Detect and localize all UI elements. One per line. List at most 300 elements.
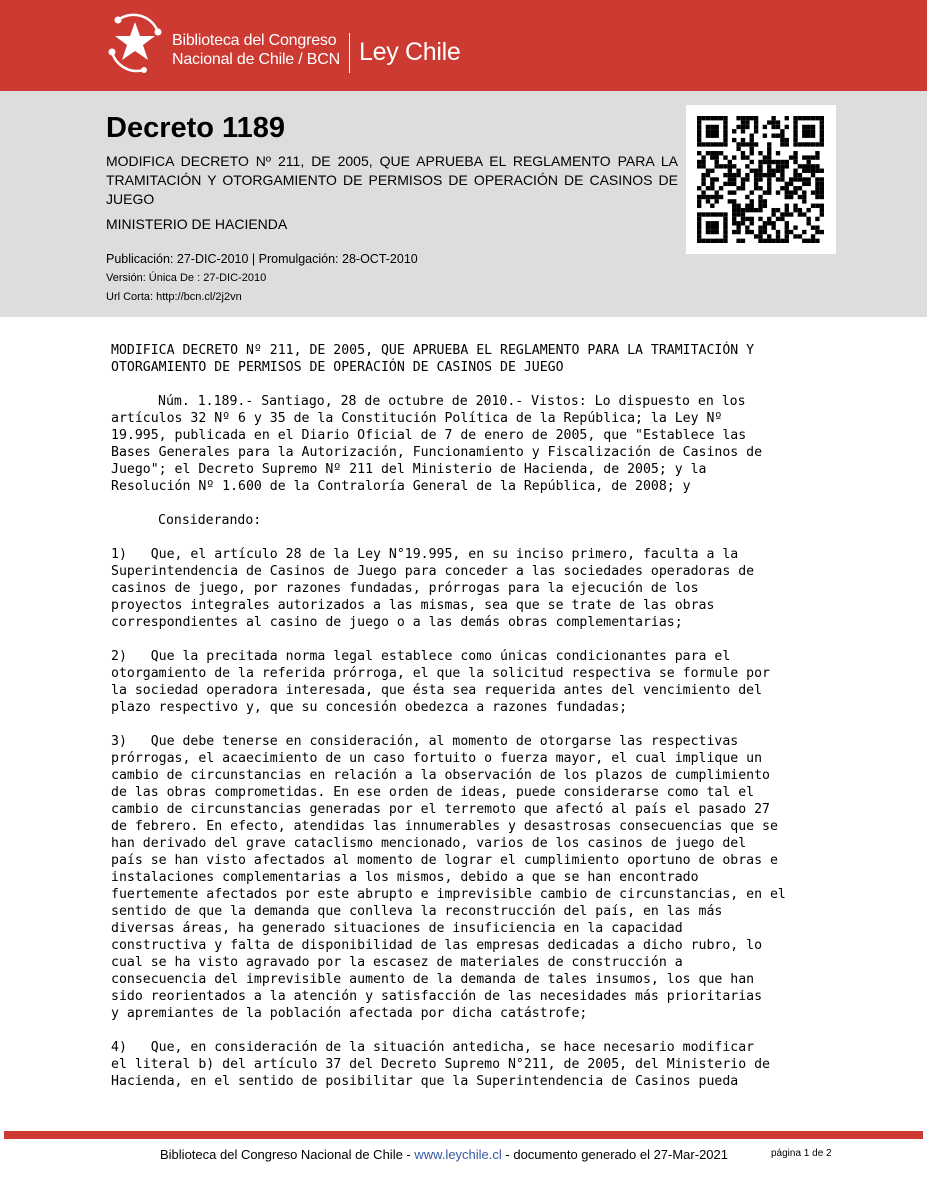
qr-module bbox=[732, 208, 736, 212]
qr-module bbox=[697, 199, 701, 203]
qr-module bbox=[793, 177, 797, 181]
qr-module bbox=[710, 129, 714, 133]
qr-module bbox=[815, 204, 819, 208]
qr-module bbox=[706, 116, 710, 120]
qr-module bbox=[706, 125, 710, 129]
qr-module bbox=[741, 138, 745, 142]
qr-module bbox=[793, 129, 797, 133]
qr-module bbox=[793, 151, 797, 155]
qr-module bbox=[715, 195, 719, 199]
qr-module bbox=[798, 195, 802, 199]
qr-module bbox=[789, 182, 793, 186]
qr-module bbox=[802, 155, 806, 159]
qr-module bbox=[811, 116, 815, 120]
text-line: 2) Que la precitada norma legal establece como únicas condicionantes para el bbox=[111, 649, 731, 664]
qr-module bbox=[697, 217, 701, 221]
vistos-line: Resolución Nº 1.600 de la Contraloría General de la República, de 2008; y bbox=[111, 479, 691, 494]
text-line: sido reorientados a la atención y satisfacción de las necesidades más prioritarias bbox=[111, 989, 763, 1004]
qr-module bbox=[750, 221, 754, 225]
text-line: casinos de juego, por razones fundadas, prórrogas para la ejecución de los bbox=[111, 581, 699, 596]
qr-module bbox=[723, 212, 727, 216]
qr-module bbox=[763, 160, 767, 164]
qr-module bbox=[802, 212, 806, 216]
qr-module bbox=[815, 225, 819, 229]
qr-module bbox=[776, 125, 780, 129]
qr-module bbox=[820, 230, 824, 234]
qr-module bbox=[741, 151, 745, 155]
ministry-name: MINISTERIO DE HACIENDA bbox=[106, 216, 288, 232]
qr-module bbox=[732, 177, 736, 181]
text-line: diversas áreas, ha generado situaciones de insuficiencia en la capacidad bbox=[111, 921, 683, 936]
qr-module bbox=[750, 151, 754, 155]
qr-module bbox=[802, 116, 806, 120]
qr-module bbox=[771, 134, 775, 138]
qr-module bbox=[736, 212, 740, 216]
qr-module bbox=[706, 239, 710, 243]
text-line: cual se ha visto agravado por la escasez de materiales de construcción a bbox=[111, 955, 683, 970]
qr-module bbox=[780, 129, 784, 133]
qr-module bbox=[736, 239, 740, 243]
qr-module bbox=[815, 186, 819, 190]
qr-module bbox=[806, 221, 810, 225]
qr-module bbox=[811, 125, 815, 129]
considerando-heading: Considerando: bbox=[158, 513, 262, 528]
qr-module bbox=[767, 186, 771, 190]
qr-module bbox=[697, 239, 701, 243]
qr-module bbox=[806, 164, 810, 168]
qr-module bbox=[771, 173, 775, 177]
qr-module bbox=[806, 155, 810, 159]
qr-module bbox=[701, 155, 705, 159]
qr-module bbox=[732, 155, 736, 159]
qr-module bbox=[798, 164, 802, 168]
qr-module bbox=[697, 138, 701, 142]
qr-module bbox=[697, 212, 701, 216]
qr-module bbox=[715, 177, 719, 181]
qr-module bbox=[785, 225, 789, 229]
qr-module bbox=[750, 190, 754, 194]
qr-module bbox=[706, 173, 710, 177]
qr-module bbox=[701, 173, 705, 177]
qr-module bbox=[806, 134, 810, 138]
qr-module bbox=[723, 129, 727, 133]
qr-module bbox=[771, 239, 775, 243]
qr-module bbox=[771, 212, 775, 216]
text-line: instalaciones complementarias a los mismos, debido a que se han encontrado bbox=[111, 870, 699, 885]
qr-module bbox=[798, 177, 802, 181]
body-heading-line: OTORGAMIENTO DE PERMISOS DE OPERACIÓN DE CASINOS DE JUEGO bbox=[111, 360, 564, 375]
qr-module bbox=[767, 151, 771, 155]
qr-module bbox=[820, 208, 824, 212]
qr-module bbox=[750, 204, 754, 208]
qr-module bbox=[811, 239, 815, 243]
qr-module bbox=[723, 142, 727, 146]
qr-module bbox=[793, 169, 797, 173]
qr-module bbox=[728, 190, 732, 194]
qr-module bbox=[723, 221, 727, 225]
qr-module bbox=[715, 134, 719, 138]
qr-module bbox=[710, 186, 714, 190]
qr-module bbox=[776, 190, 780, 194]
considerando-paragraph-4 bbox=[111, 1039, 901, 1090]
qr-module bbox=[815, 151, 819, 155]
qr-module bbox=[697, 225, 701, 229]
qr-module bbox=[806, 160, 810, 164]
qr-module bbox=[767, 239, 771, 243]
qr-module bbox=[710, 225, 714, 229]
qr-module bbox=[732, 199, 736, 203]
page-title: Decreto 1189 bbox=[106, 112, 285, 144]
qr-module bbox=[785, 208, 789, 212]
qr-module bbox=[701, 160, 705, 164]
qr-module bbox=[767, 169, 771, 173]
bcn-star-logo-icon bbox=[104, 12, 166, 74]
qr-module bbox=[785, 190, 789, 194]
qr-module bbox=[715, 151, 719, 155]
qr-module bbox=[820, 129, 824, 133]
qr-module bbox=[771, 169, 775, 173]
qr-module bbox=[697, 116, 701, 120]
qr-module bbox=[719, 151, 723, 155]
qr-module bbox=[732, 212, 736, 216]
qr-module bbox=[732, 217, 736, 221]
qr-module bbox=[802, 164, 806, 168]
qr-module bbox=[728, 173, 732, 177]
qr-module bbox=[701, 177, 705, 181]
page-number: página 1 de 2 bbox=[771, 1148, 832, 1159]
qr-module bbox=[750, 116, 754, 120]
qr-module bbox=[750, 208, 754, 212]
qr-module bbox=[798, 234, 802, 238]
qr-module bbox=[763, 173, 767, 177]
qr-module bbox=[736, 147, 740, 151]
text-line: la sociedad operadora interesada, que ésta sea requerida antes del vencimiento del bbox=[111, 683, 763, 698]
qr-module bbox=[806, 129, 810, 133]
qr-module bbox=[771, 125, 775, 129]
qr-module bbox=[750, 138, 754, 142]
qr-module bbox=[776, 217, 780, 221]
qr-module bbox=[802, 125, 806, 129]
qr-module bbox=[697, 186, 701, 190]
publication-info: Publicación: 27-DIC-2010 | Promulgación: 28-OCT-2010 bbox=[106, 252, 418, 266]
qr-module bbox=[767, 177, 771, 181]
qr-module bbox=[767, 217, 771, 221]
qr-module bbox=[732, 230, 736, 234]
qr-module bbox=[736, 116, 740, 120]
qr-module bbox=[723, 173, 727, 177]
text-line: otorgamiento de la referida prórroga, el que la solicitud respectiva se formule por bbox=[111, 666, 770, 681]
qr-module bbox=[719, 195, 723, 199]
qr-module bbox=[715, 239, 719, 243]
qr-module bbox=[710, 125, 714, 129]
qr-module bbox=[745, 230, 749, 234]
qr-module bbox=[719, 212, 723, 216]
qr-module bbox=[806, 125, 810, 129]
qr-module bbox=[715, 125, 719, 129]
qr-module bbox=[754, 234, 758, 238]
qr-module bbox=[697, 151, 701, 155]
qr-module bbox=[785, 230, 789, 234]
considerando-paragraph-2 bbox=[111, 648, 901, 716]
top-banner bbox=[0, 0, 927, 91]
qr-module bbox=[776, 151, 780, 155]
qr-module bbox=[741, 221, 745, 225]
qr-module bbox=[706, 225, 710, 229]
qr-module bbox=[706, 221, 710, 225]
qr-module bbox=[815, 182, 819, 186]
qr-module bbox=[776, 239, 780, 243]
qr-module bbox=[728, 182, 732, 186]
qr-module bbox=[754, 120, 758, 124]
qr-module bbox=[763, 239, 767, 243]
qr-module bbox=[745, 120, 749, 124]
qr-module bbox=[767, 221, 771, 225]
logo-line-1: Biblioteca del Congreso bbox=[172, 32, 337, 49]
text-line: país se han visto afectados al momento de lograr el cumplimiento oportuno de obras e bbox=[111, 853, 778, 868]
qr-module bbox=[802, 142, 806, 146]
qr-module bbox=[732, 138, 736, 142]
text-line: proyectos integrales autorizados a las mismas, sea que se trate de las obras bbox=[111, 598, 715, 613]
qr-module bbox=[754, 182, 758, 186]
qr-module bbox=[767, 160, 771, 164]
qr-module bbox=[715, 155, 719, 159]
qr-module bbox=[723, 239, 727, 243]
qr-module bbox=[815, 195, 819, 199]
qr-module bbox=[802, 177, 806, 181]
qr-module bbox=[785, 116, 789, 120]
qr-module bbox=[710, 230, 714, 234]
qr-module bbox=[706, 151, 710, 155]
qr-module bbox=[785, 239, 789, 243]
qr-module bbox=[767, 173, 771, 177]
logo-divider bbox=[349, 33, 350, 73]
qr-module bbox=[728, 177, 732, 181]
qr-module bbox=[736, 142, 740, 146]
qr-module bbox=[710, 212, 714, 216]
qr-module bbox=[732, 164, 736, 168]
qr-module bbox=[776, 164, 780, 168]
qr-module bbox=[728, 164, 732, 168]
qr-module bbox=[710, 195, 714, 199]
qr-module bbox=[701, 116, 705, 120]
leychile-link[interactable]: www.leychile.cl bbox=[414, 1147, 502, 1162]
qr-module bbox=[736, 230, 740, 234]
qr-module bbox=[710, 239, 714, 243]
vistos-line: Juego"; el Decreto Supremo Nº 211 del Ministerio de Hacienda, de 2005; y la bbox=[111, 462, 707, 477]
qr-module bbox=[780, 134, 784, 138]
qr-module bbox=[798, 116, 802, 120]
qr-module bbox=[736, 169, 740, 173]
version-info: Versión: Única De : 27-DIC-2010 bbox=[106, 272, 267, 284]
qr-module bbox=[785, 182, 789, 186]
qr-module bbox=[820, 125, 824, 129]
qr-module bbox=[741, 125, 745, 129]
qr-module bbox=[715, 129, 719, 133]
qr-module bbox=[701, 164, 705, 168]
qr-module bbox=[780, 239, 784, 243]
qr-module bbox=[736, 221, 740, 225]
qr-module bbox=[710, 155, 714, 159]
qr-module bbox=[767, 142, 771, 146]
qr-module bbox=[780, 138, 784, 142]
qr-module bbox=[745, 173, 749, 177]
qr-module bbox=[754, 116, 758, 120]
qr-module bbox=[741, 212, 745, 216]
qr-module bbox=[763, 155, 767, 159]
qr-module bbox=[811, 164, 815, 168]
qr-module bbox=[758, 199, 762, 203]
qr-module bbox=[763, 225, 767, 229]
qr-module bbox=[741, 217, 745, 221]
qr-module bbox=[723, 116, 727, 120]
qr-module bbox=[785, 125, 789, 129]
qr-module bbox=[806, 142, 810, 146]
qr-module bbox=[820, 169, 824, 173]
qr-module bbox=[763, 134, 767, 138]
qr-module bbox=[793, 160, 797, 164]
qr-module bbox=[715, 116, 719, 120]
text-line: cambio de circunstancias generadas por el terremoto que afectó al país el pasado 27 bbox=[111, 802, 770, 817]
qr-module bbox=[785, 212, 789, 216]
qr-module bbox=[715, 212, 719, 216]
qr-module bbox=[776, 177, 780, 181]
qr-module bbox=[750, 134, 754, 138]
qr-module bbox=[785, 221, 789, 225]
qr-module bbox=[815, 169, 819, 173]
qr-module bbox=[745, 142, 749, 146]
qr-module bbox=[736, 208, 740, 212]
qr-module bbox=[741, 155, 745, 159]
qr-module bbox=[701, 142, 705, 146]
qr-module bbox=[732, 204, 736, 208]
qr-module bbox=[767, 190, 771, 194]
qr-module bbox=[723, 134, 727, 138]
qr-module bbox=[719, 116, 723, 120]
qr-module bbox=[719, 142, 723, 146]
qr-module bbox=[758, 204, 762, 208]
text-line: fuertemente afectados por este abrupto e imprevisible cambio de circunstancias, en el bbox=[111, 887, 786, 902]
qr-module bbox=[811, 204, 815, 208]
qr-module bbox=[706, 134, 710, 138]
qr-module bbox=[820, 212, 824, 216]
qr-module bbox=[732, 221, 736, 225]
qr-module bbox=[750, 169, 754, 173]
qr-module bbox=[798, 142, 802, 146]
qr-module bbox=[815, 217, 819, 221]
qr-module bbox=[697, 142, 701, 146]
qr-module bbox=[758, 234, 762, 238]
qr-module bbox=[710, 142, 714, 146]
qr-module bbox=[719, 239, 723, 243]
qr-module bbox=[697, 129, 701, 133]
qr-module bbox=[785, 234, 789, 238]
qr-module bbox=[758, 186, 762, 190]
qr-module bbox=[736, 173, 740, 177]
qr-module bbox=[745, 204, 749, 208]
qr-module bbox=[745, 217, 749, 221]
qr-code-icon bbox=[697, 116, 824, 243]
text-line: Superintendencia de Casinos de Juego para conceder a las sociedades operadoras de bbox=[111, 564, 755, 579]
text-line: plazo respectivo y, que su concesión obedezca a razones fundadas; bbox=[111, 700, 628, 715]
qr-module bbox=[776, 234, 780, 238]
qr-module bbox=[763, 221, 767, 225]
qr-module bbox=[741, 116, 745, 120]
qr-module bbox=[802, 182, 806, 186]
qr-module bbox=[741, 239, 745, 243]
qr-module bbox=[793, 142, 797, 146]
qr-module bbox=[706, 142, 710, 146]
qr-module bbox=[706, 186, 710, 190]
qr-module bbox=[723, 217, 727, 221]
qr-module bbox=[802, 195, 806, 199]
qr-module bbox=[815, 164, 819, 168]
qr-code bbox=[686, 105, 836, 254]
qr-module bbox=[745, 116, 749, 120]
qr-module bbox=[715, 190, 719, 194]
qr-module bbox=[793, 116, 797, 120]
vistos-line: Bases Generales para la Autorización, Funcionamiento y Fiscalización de Casinos de bbox=[111, 445, 763, 460]
qr-module bbox=[697, 204, 701, 208]
qr-module bbox=[793, 225, 797, 229]
qr-module bbox=[710, 221, 714, 225]
qr-module bbox=[767, 234, 771, 238]
considerando-paragraph-3 bbox=[111, 733, 901, 1022]
qr-module bbox=[710, 169, 714, 173]
qr-module bbox=[811, 225, 815, 229]
qr-module bbox=[802, 169, 806, 173]
qr-module bbox=[706, 212, 710, 216]
qr-module bbox=[732, 182, 736, 186]
qr-module bbox=[771, 221, 775, 225]
footer-divider bbox=[4, 1131, 923, 1139]
vistos-line: 19.995, publicada en el Diario Oficial de 7 de enero de 2005, que "Establece las bbox=[111, 428, 747, 443]
qr-module bbox=[776, 120, 780, 124]
qr-module bbox=[750, 199, 754, 203]
qr-module bbox=[701, 212, 705, 216]
qr-module bbox=[789, 230, 793, 234]
qr-module bbox=[728, 199, 732, 203]
qr-module bbox=[758, 225, 762, 229]
qr-module bbox=[710, 182, 714, 186]
considerando-paragraph-1 bbox=[111, 546, 901, 631]
text-line: de las obras comprometidas. En ese orden de ideas, puede considerarse como tal el bbox=[111, 785, 755, 800]
qr-module bbox=[697, 234, 701, 238]
qr-module bbox=[706, 129, 710, 133]
qr-module bbox=[741, 129, 745, 133]
qr-module bbox=[719, 164, 723, 168]
qr-module bbox=[767, 164, 771, 168]
qr-module bbox=[820, 120, 824, 124]
qr-module bbox=[811, 173, 815, 177]
qr-module bbox=[785, 164, 789, 168]
qr-module bbox=[815, 230, 819, 234]
qr-module bbox=[745, 125, 749, 129]
qr-module bbox=[697, 134, 701, 138]
text-line: consecuencia del imprevisible aumento de la demanda de tales insumos, los que han bbox=[111, 972, 755, 987]
qr-module bbox=[763, 230, 767, 234]
qr-module bbox=[789, 177, 793, 181]
text-line: cambio de circunstancias en relación a la observación de los plazos de cumplimiento bbox=[111, 768, 770, 783]
text-line: el literal b) del artículo 37 del Decreto Supremo N°211, de 2005, del Ministerio de bbox=[111, 1057, 770, 1072]
text-line: correspondientes al casino de juego o a las demás obras complementarias; bbox=[111, 615, 683, 630]
qr-module bbox=[741, 177, 745, 181]
qr-module bbox=[780, 169, 784, 173]
qr-module bbox=[741, 186, 745, 190]
qr-module bbox=[785, 142, 789, 146]
qr-module bbox=[785, 138, 789, 142]
qr-module bbox=[750, 230, 754, 234]
qr-module bbox=[758, 164, 762, 168]
